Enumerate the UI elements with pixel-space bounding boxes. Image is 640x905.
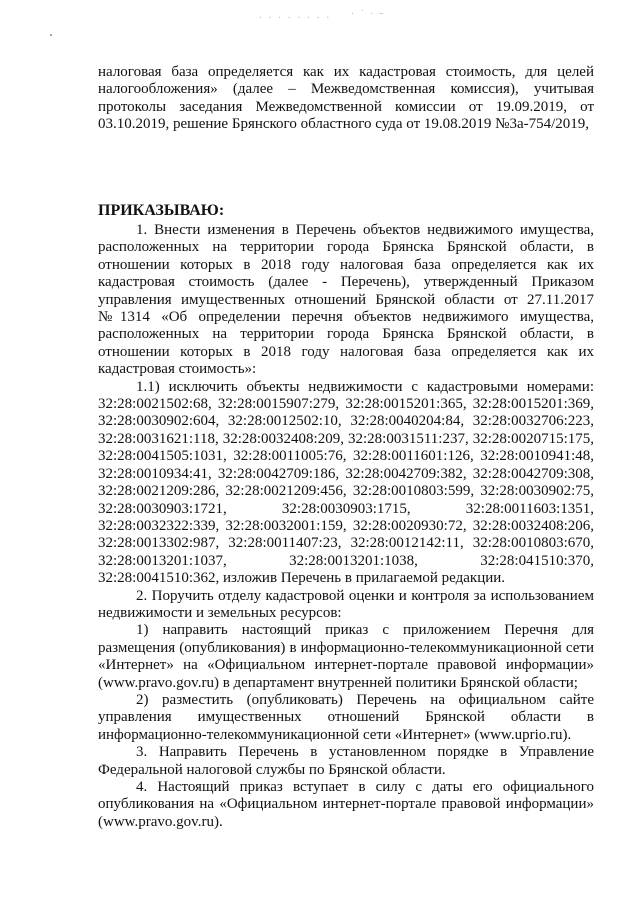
- order-heading: ПРИКАЗЫВАЮ:: [98, 202, 225, 219]
- intro-paragraph: [98, 64, 594, 134]
- item-2-2: 2) разместить (опубликовать) Перечень на официальном сайте управления имущественных отношений Брянской области в информационно-телекоммуникационной сети «Интернет» (www.uprio.ru).: [98, 691, 594, 743]
- item-4: 4. Настоящий приказ вступает в силу с даты его официального опубликования на «Официальном интернет-портале правовой информации» (www.pravo.gov.ru).: [98, 779, 594, 830]
- scan-artifact: · ´ · ~: [350, 9, 384, 18]
- item-2: 2. Поручить отделу кадастровой оценки и контроля за использованием недвижимости и земельных ресурсов:: [98, 587, 594, 621]
- intro-text: налоговая база определяется как их кадастровая стоимость, для целей налогообложения» (далее – Межведомственная комиссия), учитывая протоколы заседания Межведомственной комиссии от 19.09.2019, от 03.10.2019, решение Брянского областного суда от 19.08.2019 №3а-754/2019,: [98, 64, 594, 133]
- order-body: [98, 222, 594, 831]
- scan-artifact: · · · · · · · ·: [258, 13, 331, 22]
- item-1: 1. Внести изменения в Перечень объектов недвижимого имущества, расположенных на территории города Брянска Брянской области, в отношении которых в 2018 году налоговая база определяется как их кадастровая стоимость (далее - Перечень), утвержденный Приказом управления имущественных отношений Брянской области от 27.11.2017 №1314 «Об определении перечня объектов недвижимого имущества, расположенных на территории города Брянска Брянской области, в отношении которых в 2018 году налоговая база определяется как их кадастровая стоимость»:: [98, 222, 594, 378]
- item-3: 3. Направить Перечень в установленном порядке в Управление Федеральной налоговой службы по Брянской области.: [98, 744, 594, 778]
- item-2-1: 1) направить настоящий приказ с приложением Перечня для размещения (опубликования) в информационно-телекоммуникационной сети «Интернет» на «Официальном интернет-портале правовой информации» (www.pravo.gov.ru) в департамент внутренней политики Брянской области;: [98, 622, 594, 691]
- item-1-1: 1.1) исключить объекты недвижимости с кадастровыми номерами: 32:28:0021502:68, 32:28:0015907:279, 32:28:0015201:365, 32:28:0015201:369, 32:28:0030902:604, 32:28:0012502:10, 32:28:0040204:84, 32:28:0032706:223, 32:28:0031621:118, 32:28:0032408:209, 32:28:0031511:237, 32:28:0020715:175, 32:28:0041505:1031, 32:28:0011005:76, 32:28:0011601:126, 32:28:0010941:48, 32:28:0010934:41, 32:28:0042709:186, 32:28:0042709:382, 32:28:0042709:308, 32:28:0021209:286, 32:28:0021209:456, 32:28:0010803:599, 32:28:0030902:75, 32:28:0030903:1721, 32:28:0030903:1715, 32:28:0011603:1351, 32:28:0032322:339, 32:28:0032001:159, 32:28:0020930:72, 32:28:0032408:206, 32:28:0013302:987, 32:28:0011407:23, 32:28:0012142:11, 32:28:0010803:670, 32:28:0013201:1037, 32:28:0013201:1038, 32:28:041510:370, 32:28:0041510:362, изложив Перечень в прилагаемой редакции.: [98, 378, 594, 587]
- scan-speck: [50, 34, 52, 36]
